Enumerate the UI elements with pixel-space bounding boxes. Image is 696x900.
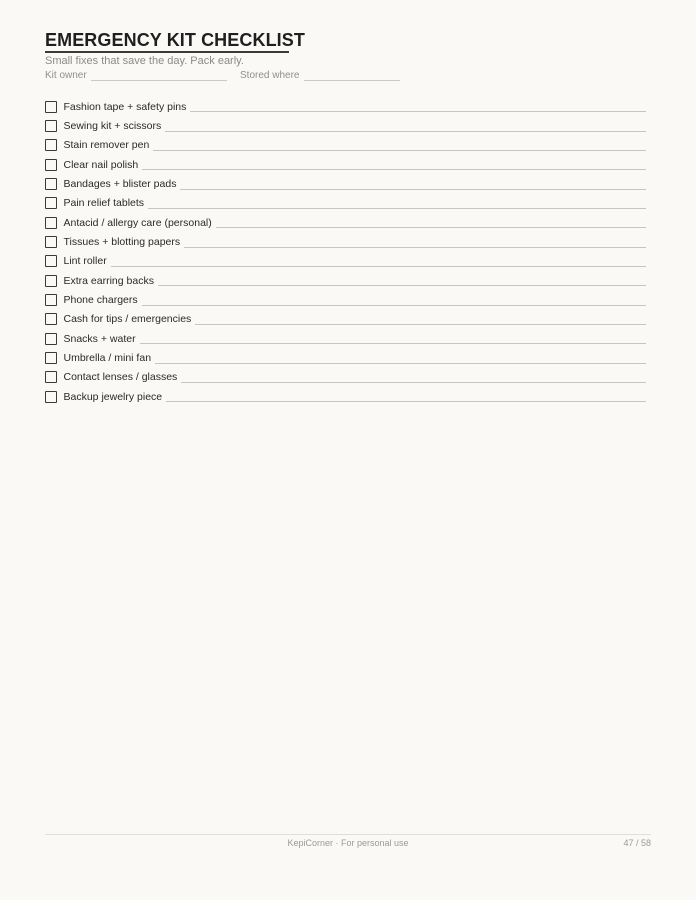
checklist-item xyxy=(45,97,646,116)
checklist xyxy=(45,97,646,407)
checklist-item-label: Contact lenses / glasses xyxy=(63,371,178,384)
checklist-item xyxy=(45,368,646,387)
checkbox[interactable] xyxy=(45,294,57,306)
checkbox[interactable] xyxy=(45,391,57,403)
stored-where-field[interactable] xyxy=(304,80,400,81)
checkbox[interactable] xyxy=(45,159,57,171)
footer-divider xyxy=(45,834,651,835)
checklist-item xyxy=(45,329,646,348)
note-line[interactable] xyxy=(180,189,646,190)
checkbox[interactable] xyxy=(45,139,57,151)
checklist-item xyxy=(45,155,646,174)
checklist-item-label: Cash for tips / emergencies xyxy=(63,313,192,326)
checkbox[interactable] xyxy=(45,101,57,113)
title-underline xyxy=(45,51,289,53)
note-line[interactable] xyxy=(142,305,646,306)
stored-where-label: Stored where xyxy=(240,70,300,81)
note-line[interactable] xyxy=(153,150,646,151)
note-line[interactable] xyxy=(142,169,646,170)
kit-owner-label: Kit owner xyxy=(45,70,87,81)
note-line[interactable] xyxy=(181,382,646,383)
checkbox[interactable] xyxy=(45,275,57,287)
checkbox[interactable] xyxy=(45,313,57,325)
checklist-item-label: Stain remover pen xyxy=(63,139,150,152)
checklist-item-label: Snacks + water xyxy=(63,332,136,345)
footer-text: KepiCorner · For personal use xyxy=(287,838,409,848)
checklist-item xyxy=(45,252,646,271)
checklist-item-label: Pain relief tablets xyxy=(63,197,145,210)
checkbox[interactable] xyxy=(45,236,57,248)
note-line[interactable] xyxy=(165,131,646,132)
checklist-item-label: Sewing kit + scissors xyxy=(63,120,162,133)
page-title: EMERGENCY KIT CHECKLIST xyxy=(45,30,305,50)
note-line[interactable] xyxy=(155,363,646,364)
checklist-item-label: Lint roller xyxy=(63,255,107,268)
checklist-item xyxy=(45,116,646,135)
checklist-item xyxy=(45,310,646,329)
checklist-item-label: Antacid / allergy care (personal) xyxy=(63,216,212,229)
note-line[interactable] xyxy=(148,208,646,209)
checkbox[interactable] xyxy=(45,178,57,190)
checklist-item xyxy=(45,232,646,251)
note-line[interactable] xyxy=(111,266,646,267)
note-line[interactable] xyxy=(140,343,646,344)
checklist-item xyxy=(45,194,646,213)
page-subtitle: Small fixes that save the day. Pack early. xyxy=(45,55,244,67)
checklist-item xyxy=(45,348,646,367)
checkbox[interactable] xyxy=(45,197,57,209)
note-line[interactable] xyxy=(166,401,646,402)
note-line[interactable] xyxy=(216,227,646,228)
page-number: 47 / 58 xyxy=(623,838,651,848)
checklist-item xyxy=(45,387,646,406)
checklist-item-label: Fashion tape + safety pins xyxy=(63,100,187,113)
kit-owner-field[interactable] xyxy=(91,80,227,81)
checkbox[interactable] xyxy=(45,217,57,229)
checklist-item xyxy=(45,290,646,309)
checkbox[interactable] xyxy=(45,120,57,132)
checklist-item-label: Umbrella / mini fan xyxy=(63,352,152,365)
checklist-item xyxy=(45,136,646,155)
checkbox[interactable] xyxy=(45,352,57,364)
checklist-item xyxy=(45,271,646,290)
checkbox[interactable] xyxy=(45,255,57,267)
checklist-item-label: Backup jewelry piece xyxy=(63,390,163,403)
note-line[interactable] xyxy=(158,285,646,286)
checklist-item-label: Bandages + blister pads xyxy=(63,178,177,191)
note-line[interactable] xyxy=(190,111,646,112)
note-line[interactable] xyxy=(184,247,646,248)
checklist-item-label: Clear nail polish xyxy=(63,158,139,171)
checklist-item xyxy=(45,213,646,232)
checklist-item xyxy=(45,174,646,193)
checklist-item-label: Phone chargers xyxy=(63,294,138,307)
checklist-item-label: Extra earring backs xyxy=(63,274,154,287)
checkbox[interactable] xyxy=(45,371,57,383)
checkbox[interactable] xyxy=(45,333,57,345)
checklist-item-label: Tissues + blotting papers xyxy=(63,236,181,249)
note-line[interactable] xyxy=(195,324,646,325)
